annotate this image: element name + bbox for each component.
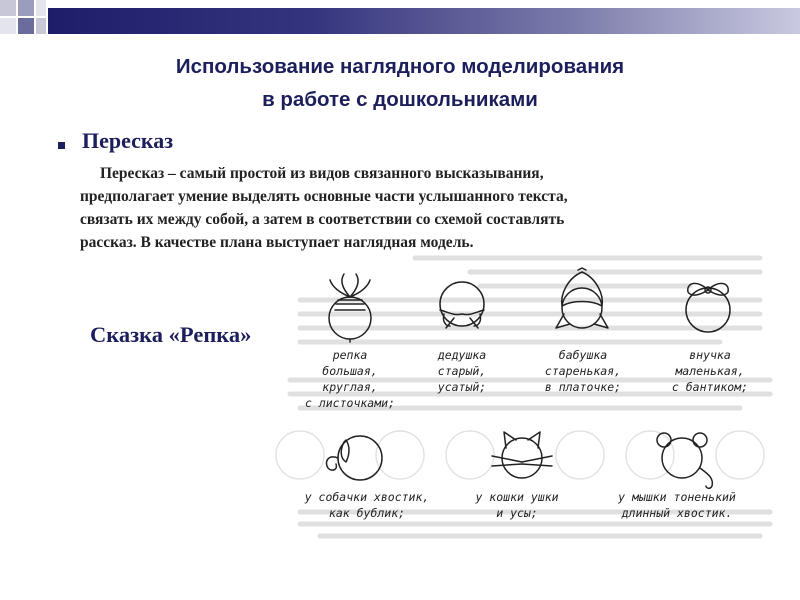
dog-icon [318, 428, 388, 488]
caption-line: большая, [322, 364, 378, 378]
caption-grandmother [528, 347, 638, 395]
caption-line: старенькая, [544, 364, 622, 378]
caption-line: маленькая, [675, 364, 745, 378]
caption-line: у кошки ушки [475, 490, 559, 504]
caption-line: с бантиком; [671, 380, 749, 394]
paragraph-line: рассказ. В качестве плана выступает наглядная модель. [80, 234, 474, 251]
caption-grandfather [412, 347, 512, 395]
caption-line: дедушка [437, 348, 487, 362]
caption-line: длинный хвостик. [621, 506, 733, 520]
mouse-icon [654, 426, 724, 496]
caption-turnip [290, 347, 410, 411]
turnip-icon [320, 272, 380, 342]
caption-granddaughter [650, 347, 770, 395]
section-heading: Пересказ [82, 128, 174, 153]
caption-line: старый, [437, 364, 487, 378]
tale-title: Сказка «Репка» [90, 322, 252, 347]
slide-title-line-2: в работе с дошкольниками [262, 88, 538, 111]
grandmother-icon [552, 268, 612, 338]
caption-line: репка [332, 348, 368, 362]
caption-cat [452, 489, 582, 521]
cat-icon [488, 426, 558, 486]
caption-line: усатый; [437, 380, 487, 394]
caption-line: внучка [689, 348, 731, 362]
caption-line: круглая, [322, 380, 378, 394]
paragraph-line: предполагает умение выделять основные части услышанного текста, [80, 188, 568, 205]
caption-line: у собачки хвостик, [304, 490, 430, 504]
caption-line: в платочке; [544, 380, 622, 394]
caption-line: с листочками; [304, 396, 395, 410]
caption-line: бабушка [558, 348, 608, 362]
granddaughter-icon [678, 278, 738, 338]
caption-mouse [592, 489, 762, 521]
caption-line: и усы; [496, 506, 538, 520]
caption-line: как бублик; [328, 506, 406, 520]
paragraph-line: Пересказ – самый простой из видов связанного высказывания, [100, 165, 544, 182]
caption-line: у мышки тоненький [618, 490, 736, 504]
grandfather-icon [432, 276, 492, 336]
caption-dog [282, 489, 452, 521]
paragraph-line: связать их между собой, а затем в соответствии со схемой составлять [80, 211, 565, 228]
slide-title-line-1: Использование наглядного моделирования [175, 55, 625, 78]
